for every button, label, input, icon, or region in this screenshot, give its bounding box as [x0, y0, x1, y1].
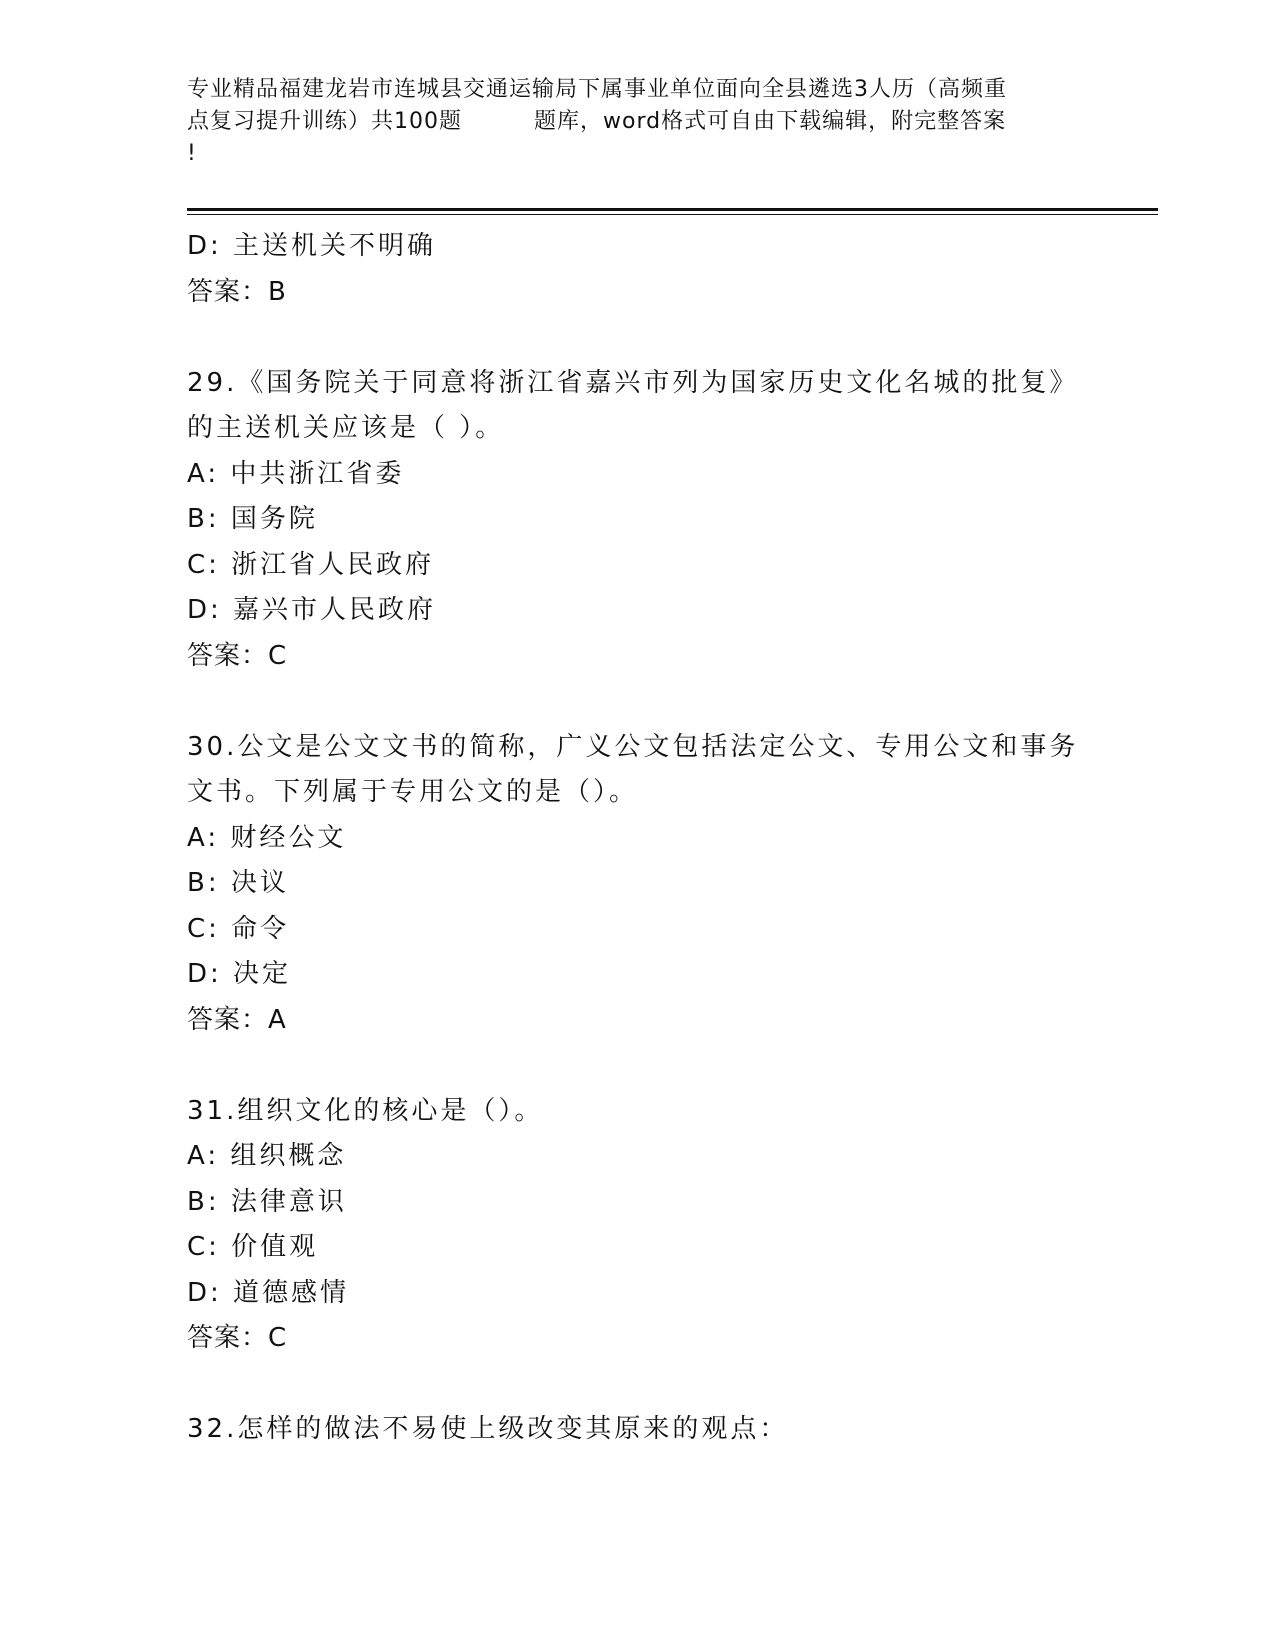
q30-option-d: D: 决定	[187, 959, 292, 989]
q31-option-a: A: 组织概念	[187, 1141, 347, 1171]
q31-option-b: B: 法律意识	[187, 1186, 347, 1217]
q32-stem-line-1: 32.怎样的做法不易使上级改变其原来的观点：	[187, 1414, 789, 1444]
document-header	[187, 74, 1087, 170]
prev-answer: 答案：B	[187, 276, 287, 307]
q30-stem-line-1: 30.公文是公文文书的简称，广义公文包括法定公文、专用公文和事务	[187, 731, 1079, 762]
q29-option-c: C: 浙江省人民政府	[187, 549, 435, 580]
header-line-2	[187, 106, 1087, 138]
q29-stem-line-1: 29.《国务院关于同意将浙江省嘉兴市列为国家历史文化名城的批复》	[187, 367, 1079, 398]
spacer	[187, 315, 1087, 361]
spacer	[187, 679, 1087, 725]
q29-option-d: D: 嘉兴市人民政府	[187, 595, 437, 625]
prev-option-d: D: 主送机关不明确	[187, 231, 437, 261]
question-list	[187, 224, 1087, 1453]
q30-option-b: B: 决议	[187, 868, 289, 898]
q29-option-a: A: 中共浙江省委	[187, 458, 405, 489]
header-divider-thin	[187, 214, 1158, 215]
q29-option-b: B: 国务院	[187, 504, 318, 534]
header-line-2-part-1: 点复习提升训练）共100题	[187, 109, 462, 134]
header-line-2-part-2: 题库，word格式可自由下载编辑，附完整答案	[534, 109, 1007, 134]
q29-answer: 答案：C	[187, 640, 288, 671]
q31-answer: 答案：C	[187, 1323, 288, 1353]
spacer	[187, 1362, 1087, 1408]
header-line-1: 专业精品福建龙岩市连城县交通运输局下属事业单位面向全县遴选3人历（高频重	[187, 77, 1007, 102]
q30-option-a: A: 财经公文	[187, 822, 347, 853]
header-line-3: !	[187, 141, 197, 166]
q29-stem-line-2: 的主送机关应该是（ ）。	[187, 413, 505, 443]
q31-option-c: C: 价值观	[187, 1232, 319, 1262]
q30-stem-line-2: 文书。下列属于专用公文的是（）。	[187, 777, 639, 807]
q31-option-d: D: 道德感情	[187, 1277, 350, 1308]
q30-option-c: C: 命令	[187, 913, 290, 944]
q30-answer: 答案：A	[187, 1004, 287, 1035]
q31-stem-line-1: 31.组织文化的核心是（）。	[187, 1095, 544, 1126]
spacer	[187, 1043, 1087, 1089]
header-divider-thick	[187, 208, 1158, 211]
